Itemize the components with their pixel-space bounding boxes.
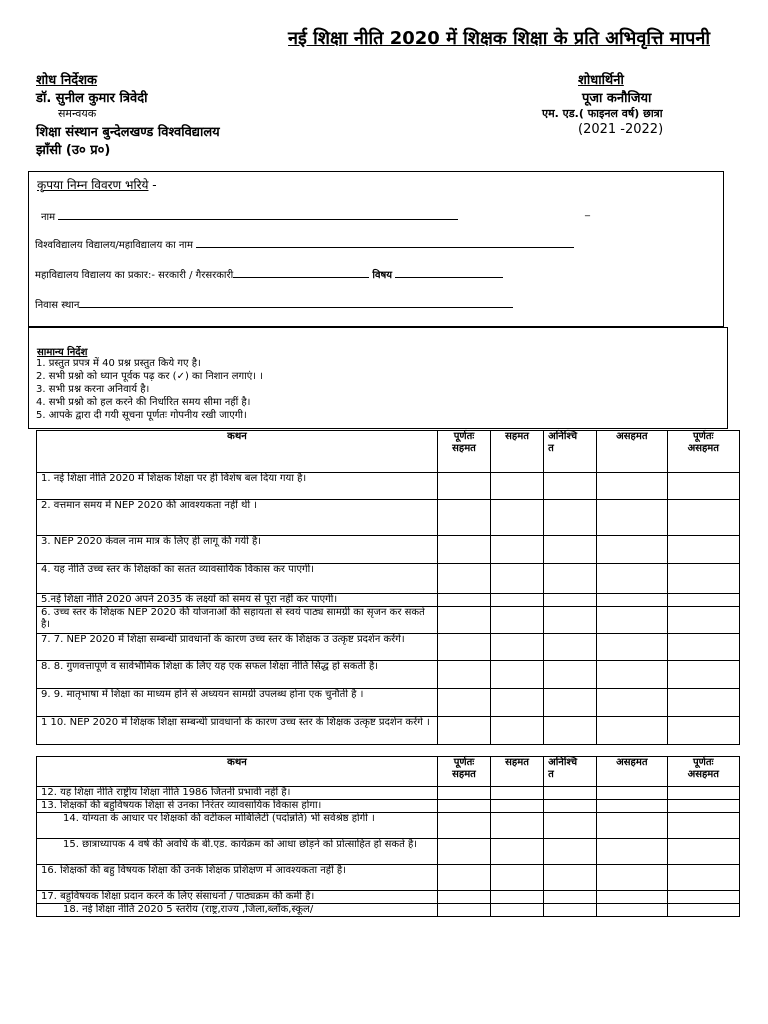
statement-cell: 5.नई शिक्षा नीति 2020 अपने 2035 के लक्ष्यों को समय से पूरा नहीं कर पाएगी। — [37, 594, 438, 607]
type-label: महाविद्यालय विद्यालय का प्रकार:- सरकारी / गैरसरकारी — [35, 270, 234, 281]
table-row — [37, 689, 740, 717]
response-cell[interactable] — [491, 473, 544, 500]
instruction-item: 4. सभी प्रश्नो को हल करने की निर्धारित समय सीमा नहीं है। — [36, 397, 251, 408]
response-cell[interactable] — [544, 865, 597, 891]
statement-cell: 17. बहुविषयक शिक्षा प्रदान करने के लिए संसाधनों / पाठ्यक्रम की कमी है। — [37, 891, 438, 904]
table-row — [37, 661, 740, 689]
response-cell[interactable] — [597, 717, 667, 745]
uncertain-header: अनिश्चि त — [544, 757, 597, 787]
response-cell[interactable] — [667, 839, 739, 865]
agree-header: सहमत — [491, 431, 544, 473]
response-cell[interactable] — [544, 500, 597, 536]
response-cell[interactable] — [544, 839, 597, 865]
response-cell[interactable] — [544, 564, 597, 594]
response-cell[interactable] — [667, 661, 739, 689]
disagree-header: असहमत — [597, 757, 667, 787]
response-cell[interactable] — [437, 904, 490, 917]
university-field[interactable] — [196, 236, 574, 248]
response-cell[interactable] — [597, 564, 667, 594]
response-cell[interactable] — [667, 891, 739, 904]
response-cell[interactable] — [437, 689, 490, 717]
researcher-session: (2021 -2022) — [578, 122, 664, 137]
response-cell[interactable] — [437, 813, 490, 839]
response-cell[interactable] — [491, 689, 544, 717]
researcher-name: पूजा कनौजिया — [582, 91, 652, 106]
response-cell[interactable] — [597, 594, 667, 607]
response-cell[interactable] — [491, 500, 544, 536]
response-cell[interactable] — [597, 787, 667, 800]
response-cell[interactable] — [667, 813, 739, 839]
response-cell[interactable] — [491, 594, 544, 607]
type-field[interactable] — [233, 266, 369, 278]
response-cell[interactable] — [491, 661, 544, 689]
response-cell[interactable] — [667, 800, 739, 813]
response-cell[interactable] — [437, 800, 490, 813]
response-cell[interactable] — [597, 891, 667, 904]
response-cell[interactable] — [544, 904, 597, 917]
response-cell[interactable] — [667, 564, 739, 594]
disagree-header: असहमत — [597, 431, 667, 473]
response-cell[interactable] — [437, 500, 490, 536]
table-row — [37, 634, 740, 661]
fully-disagree-header: पूर्णतः असहमत — [667, 431, 739, 473]
details-form-box: कृपया निम्न विवरण भरिये - नाम _ विश्वविद्यालय विद्यालय/महाविद्यालय का नाम महाविद्यालय विद्यालय का प्रकार:- सरकारी / गैरसरकारी विषय निवास स्थान — [28, 171, 724, 327]
response-cell[interactable] — [597, 536, 667, 564]
response-cell[interactable] — [491, 787, 544, 800]
fully-agree-header: पूर्णतः सहमत — [437, 431, 490, 473]
instruction-item: 1. प्रस्तुत प्रपत्र में 40 प्रश्न प्रस्तुत किये गए है। — [36, 358, 201, 369]
table-row — [37, 865, 740, 891]
table-row — [37, 536, 740, 564]
response-cell[interactable] — [544, 634, 597, 661]
response-cell[interactable] — [544, 594, 597, 607]
supervisor-name: डॉ. सुनील कुमार त्रिवेदी — [36, 91, 148, 106]
response-cell[interactable] — [667, 634, 739, 661]
table-row — [37, 839, 740, 865]
response-cell[interactable] — [437, 473, 490, 500]
table-row — [37, 594, 740, 607]
statement-cell: 14. योग्यता के आधार पर शिक्षकों की वर्टीकल मोबिलिटी (पदोन्नति) भी सर्वश्रेष्ठ होगी । — [37, 813, 438, 839]
response-cell[interactable] — [491, 904, 544, 917]
response-cell[interactable] — [544, 473, 597, 500]
instruction-item: 5. आपके द्वारा दी गयी सूचना पूर्णतः गोपनीय रखी जाएगी। — [36, 410, 247, 421]
fully-disagree-header: पूर्णतः असहमत — [667, 757, 739, 787]
response-cell[interactable] — [597, 904, 667, 917]
response-cell[interactable] — [544, 813, 597, 839]
response-cell[interactable] — [597, 473, 667, 500]
researcher-heading: शोधार्थिनी — [578, 73, 624, 88]
response-cell[interactable] — [667, 594, 739, 607]
statement-header: कथन — [37, 757, 438, 787]
subject-label: विषय — [372, 270, 393, 281]
response-cell[interactable] — [597, 689, 667, 717]
fully-agree-header: पूर्णतः सहमत — [437, 757, 490, 787]
attitude-table-2 — [36, 756, 740, 917]
table-header-row — [37, 757, 740, 787]
supervisor-city: झाँसी (उ० प्र०) — [36, 143, 111, 158]
response-cell[interactable] — [544, 536, 597, 564]
table-header-row — [37, 431, 740, 473]
response-cell[interactable] — [544, 800, 597, 813]
response-cell[interactable] — [544, 891, 597, 904]
instruction-item: 2. सभी प्रश्नो को ध्यान पूर्वक पढ़ कर (✓) का निशान लगाएं। । — [36, 371, 264, 382]
statement-cell: 7. 7. NEP 2020 में शिक्षा सम्बन्धी प्रावधानों के कारण उच्च स्तर के शिक्षक उ उत्कृष्ट प्रदर्शन करेंगे। — [37, 634, 438, 661]
subject-field[interactable] — [395, 266, 503, 278]
response-cell[interactable] — [597, 607, 667, 634]
supervisor-role: समन्वयक — [58, 107, 97, 120]
statement-cell: 1 10. NEP 2020 में शिक्षक शिक्षा सम्बन्धी प्रावधानों के कारण उच्च स्तर के शिक्षक उत्कृष्ट प्रदर्शन करेंगे । — [37, 717, 438, 745]
response-cell[interactable] — [667, 689, 739, 717]
supervisor-institute: शिक्षा संस्थान बुन्देलखण्ड विश्वविद्यालय — [36, 125, 220, 140]
response-cell[interactable] — [491, 717, 544, 745]
response-cell[interactable] — [491, 839, 544, 865]
table-row — [37, 500, 740, 536]
response-cell[interactable] — [597, 839, 667, 865]
response-cell[interactable] — [491, 536, 544, 564]
response-cell[interactable] — [437, 891, 490, 904]
form-heading-dash: - — [152, 178, 157, 192]
instructions-heading: सामान्य निर्देश — [37, 347, 88, 358]
response-cell[interactable] — [491, 800, 544, 813]
response-cell[interactable] — [437, 634, 490, 661]
name-label: नाम — [41, 212, 56, 223]
statement-cell: 16. शिक्षकों की बहु विषयक शिक्षा की उनके शिक्षक प्रशिक्षण में आवश्यकता नहीं है। — [37, 865, 438, 891]
response-cell[interactable] — [667, 473, 739, 500]
statement-cell: 3. NEP 2020 केवल नाम मात्र के लिए ही लागू की गयी है। — [37, 536, 438, 564]
response-cell[interactable] — [597, 500, 667, 536]
table-row — [37, 607, 740, 634]
response-cell[interactable] — [597, 813, 667, 839]
table-row — [37, 564, 740, 594]
agree-header: सहमत — [491, 757, 544, 787]
response-cell[interactable] — [544, 787, 597, 800]
response-cell[interactable] — [597, 661, 667, 689]
response-cell[interactable] — [437, 661, 490, 689]
statement-cell: 8. 8. गुणवत्तापूर्ण व सार्वभौमिक शिक्षा के लिए यह एक सफल शिक्षा नीति सिद्ध हो सकती है। — [37, 661, 438, 689]
response-cell[interactable] — [667, 904, 739, 917]
statement-cell: 18. नई शिक्षा नीति 2020 5 स्तरीय (राष्ट्र,राज्य ,जिला,ब्लॉक,स्कूल/ — [37, 904, 438, 917]
statement-cell: 13. शिक्षकों की बहुविषयक शिक्षा से उनका निरंतर व्यावसायिक विकास होगा। — [37, 800, 438, 813]
response-cell[interactable] — [491, 634, 544, 661]
response-cell[interactable] — [667, 607, 739, 634]
statement-header: कथन — [37, 431, 438, 473]
statement-cell: 6. उच्च स्तर के शिक्षक NEP 2020 की योजनाओं की सहायता से स्वयं पाठ्य सामग्री का सृजन कर सकते है। — [37, 607, 438, 634]
response-cell[interactable] — [597, 634, 667, 661]
supervisor-heading: शोध निर्देशक — [36, 73, 98, 88]
instructions-list — [36, 357, 263, 422]
page-title: नई शिक्षा नीति 2020 में शिक्षक शिक्षा के प्रति अभिवृत्ति मापनी — [288, 28, 710, 49]
response-cell[interactable] — [437, 839, 490, 865]
attitude-table-1 — [36, 430, 740, 745]
response-cell[interactable] — [437, 717, 490, 745]
response-cell[interactable] — [544, 661, 597, 689]
response-cell[interactable] — [437, 607, 490, 634]
response-cell[interactable] — [437, 594, 490, 607]
statement-cell: 12. यह शिक्षा नीति राष्ट्रीय शिक्षा नीति 1986 जितनी प्रभावी नहीं है। — [37, 787, 438, 800]
statement-cell: 1. नई शिक्षा नीति 2020 में शिक्षक शिक्षा पर ही विशेष बल दिया गया है। — [37, 473, 438, 500]
response-cell[interactable] — [491, 891, 544, 904]
residence-label: निवास स्थान — [35, 300, 80, 311]
response-cell[interactable] — [667, 536, 739, 564]
statement-cell: 2. वत्तमान समय में NEP 2020 की आवश्यकता नहीं थी । — [37, 500, 438, 536]
response-cell[interactable] — [597, 800, 667, 813]
response-cell[interactable] — [667, 865, 739, 891]
response-cell[interactable] — [597, 865, 667, 891]
table-row — [37, 800, 740, 813]
residence-field[interactable] — [79, 296, 513, 308]
response-cell[interactable] — [491, 813, 544, 839]
response-cell[interactable] — [437, 865, 490, 891]
statement-cell: 15. छात्राध्यापक 4 वर्ष की अवधि के बी.एड. कार्यक्रम को आधा छोड़ने को प्रोत्साहित हो सकते है। — [37, 839, 438, 865]
table-row — [37, 717, 740, 745]
response-cell[interactable] — [437, 564, 490, 594]
response-cell[interactable] — [437, 787, 490, 800]
statement-cell: 9. 9. मातृभाषा में शिक्षा का माध्यम होने से अध्ययन सामग्री उपलब्ध होना एक चुनौती है । — [37, 689, 438, 717]
response-cell[interactable] — [544, 717, 597, 745]
response-cell[interactable] — [491, 564, 544, 594]
response-cell[interactable] — [491, 865, 544, 891]
researcher-course: एम. एड.( फाइनल वर्ष) छात्रा — [542, 107, 663, 120]
statement-cell: 4. यह नीति उच्च स्तर के शिक्षकों का सतत व्यावसायिक विकास कर पाएगी। — [37, 564, 438, 594]
response-cell[interactable] — [491, 607, 544, 634]
table-row — [37, 787, 740, 800]
form-heading: कृपया निम्न विवरण भरिये — [37, 178, 149, 192]
table-row — [37, 904, 740, 917]
response-cell[interactable] — [667, 787, 739, 800]
response-cell[interactable] — [437, 536, 490, 564]
response-cell[interactable] — [667, 717, 739, 745]
response-cell[interactable] — [667, 500, 739, 536]
university-label: विश्वविद्यालय विद्यालय/महाविद्यालय का नाम — [35, 240, 193, 251]
response-cell[interactable] — [544, 689, 597, 717]
response-cell[interactable] — [544, 607, 597, 634]
table-row — [37, 473, 740, 500]
name-field[interactable] — [58, 208, 458, 220]
table-row — [37, 891, 740, 904]
uncertain-header: अनिश्चि त — [544, 431, 597, 473]
table-row — [37, 813, 740, 839]
instruction-item: 3. सभी प्रश्न करना अनिवार्य है। — [36, 384, 150, 395]
